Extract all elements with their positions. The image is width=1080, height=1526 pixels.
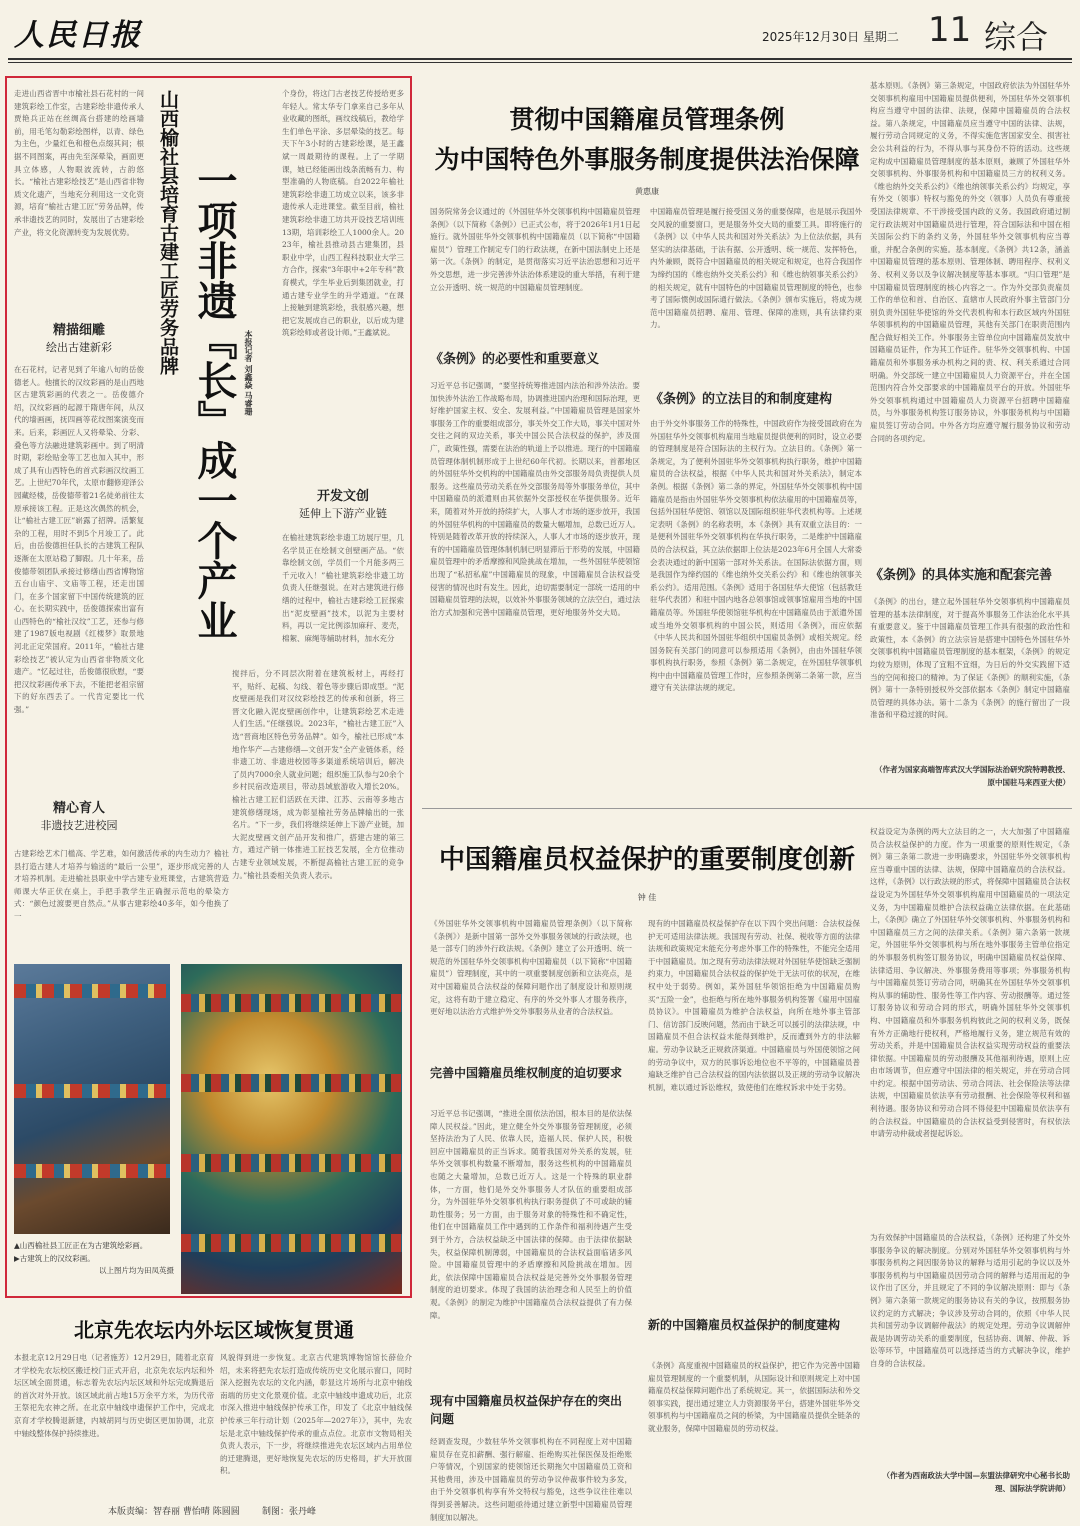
feature-subheading-2b: 非遗技艺进校园 bbox=[40, 819, 118, 832]
article3-headline: 北京先农坛内外坛区域恢复贯通 bbox=[74, 1318, 354, 1342]
article2-col2-b: 《条例》高度重视中国籍雇员的权益保护，把它作为完善中国籍雇员管理制度的一个重要机制，从国际设计和原则规定上对中国籍雇员权益保障问题作出了系统规定。其一，依据国际法和外交领事实践，提出通过建立人力资源服务平台，搭建外国驻华外交领事机构与中国籍雇员之间的桥梁，为中国籍雇员提供全链条的就业服务，保障中国籍雇员的劳动权益。 bbox=[648, 1361, 860, 1433]
feature-photo-artisan bbox=[14, 964, 170, 1234]
article2-col1-b: 习近平总书记强调，“推进全面依法治国，根本目的是依法保障人民权益。”因此，建立健全外交外事服务管理制度，必须坚持法治为了人民、依靠人民，造福人民、保护人民，积极回应中国籍雇员的正当诉求。随着我国对外关系的发展，驻华外交领事机构数量不断增加，服务这些机构的中国籍雇员也随之大量增加，总数已近万人。这是一个特殊的职业群体，一方面，他们是外交外事服务人才队伍的重要组成部分，为外国驻华外交领事机构执行职务提供了不可或缺的辅助性服务；另一方面，由于服务对象的特殊性和不确定性，他们在中国籍雇员工作中遇到的工作条件和福利待遇产生受到于外方，合法权益缺乏中国法律的保障。由于法律依据缺失，权益保障机制薄弱，中国籍雇员的合法权益面临诸多风险。中国籍雇员管理中的矛盾摩擦和风险挑战在增加。因此，依法保障中国籍雇员合法权益是完善外交外事服务管理制度的迫切要求。体现了我国的法治理念和人民至上的价值观。《条例》的制定为维护中国籍雇员合法权益提供了有力保障。 bbox=[430, 1109, 632, 1320]
article1-col1-a: 国务院常务会议通过的《外国驻华外交领事机构中国籍雇员管理条例》（以下简称《条例》）已正式公布，将于2026年1月1日起施行。就外国驻华外交领事机构中国籍雇员（以下简称“中国籍雇员”）管理工作制定专门的行政法规，在新中国法制史上还是第一次。《条例》的制定，是贯彻落实习近平法治思想和习近平外交思想，进一步完善涉外法治体系建设的重大举措，有利于建立公开透明、统一规范的中国籍雇员管理制度。 bbox=[430, 207, 640, 292]
article2-col2-a: 现有的中国籍雇员权益保护存在以下四个突出问题：合法权益保护无可适用法律法规。我国现有劳动、社保、税收等方面的法律法规和政策规定未能充分考虑外事工作的特殊性，不能完全适用于中国籍雇员。加之现有劳动法律法规对外国驻华使馆缺乏强制约束力，中国籍雇员合法权益的保护处于无法可依的状况，在维权中处于弱势。例如，某外国驻华领馆拒绝为中国籍雇员购买“五险一金”，也拒绝与所在地外事服务机构签署《雇用中国雇员协议》。中国籍雇员为维护合法权益，向所在地外事主管部门、信访部门反映问题，然而由于缺乏可以援引的法律法规，中国籍雇员不但合法权益未能得到维护，反而遭到外方的非法解雇。劳动争议缺乏正规救济渠道。中国籍雇员与外国使领馆之间的劳动争议中，双方的民事诉讼地位也不平等的，中国籍雇员普遍缺乏维护自己合法权益的国内法依据以及正规的劳动争议解决机制，难以通过诉讼维权，致使他们在维权诉求中处于劣势。 bbox=[648, 919, 860, 1092]
feature-reporters: 本报记者 刘鑫焱 马睿珊 bbox=[244, 330, 254, 416]
page-number: 11 bbox=[928, 10, 972, 50]
article3-body: 本报北京12月29日电（记者施芳）12月29日，随着北京育才学校先农坛校区搬迁校门正式开启，北京先农坛内坛和外坛区域全面贯通，标志着先农坛内坛区域和外坛完成腾退后的首次对外开放。该区域此前占地15万余平方米，为历代帝王祭祀先农神之所。在北京中轴线申遗保护工作中，完成北京育才学校腾退新建，内城胡同与历史街区更加协调，北京中轴线整体保护持续推进。 bbox=[14, 1353, 214, 1438]
feature-col-wide: 搅拌后，分不同层次附着在建筑板材上，再经打平，贴纤、起稿、勾线、着色等步骤后即成型。“泥皮壁画是我们对汉纹彩绘技艺的传承和创新，将三晋文化融入泥皮壁画创作中，让建筑彩绘艺术走进人们生活。”任继强说。2023年，“榆社古建工匠”入选“晋商地区特色劳务品牌”。如今，榆社已形成“本地作华产—古建修缮—文创开发”全产业链体系，经非遗工坊、非遗进校园等多渠道系统培训后，解决了员内7000余人就业问题；组织施工队参与20余个乡村民宿改造项目，带动县域旅游收入增长20%。榆社古建工匠们活跃在天津、江苏、云南等多地古建筑修缮现场，成为彰显榆社劳务品牌输出的一张名片。“下一步，我们将继续延伸上下游产业链，加大泥皮壁画文创产品开发和推广，搭建古建的第三方，通过产销一体推进工匠技艺发展，全方位推动古建专业领域发展，不断提高榆社古建工匠的竞争力。”榆社县委相关负责人表示。 bbox=[232, 669, 404, 880]
article2-col1-c: 经调查发现，少数驻华外交领事机构在不同程度上对中国籍雇员存在克扣薪酬、强行解雇、拒绝购买社保医保及拒绝账户等情况，个别国家的使领馆还长期拖欠中国籍雇员工资和其他费用，涉及中国籍雇员的劳动争议仲裁事件较为多发，由于外交领事机构享有外交特权与豁免，这些争议往往难以得到妥善解决。这些问题亟待通过建立新型中国籍雇员管理制度加以解决。 bbox=[430, 1437, 632, 1522]
footer-layout-credit: 制图：张丹峰 bbox=[262, 1507, 317, 1517]
feature-subheading-3: 开发文创 bbox=[316, 489, 369, 504]
footer-editors: 本版责编：智春丽 曹怡晴 陈圆圆 bbox=[108, 1507, 240, 1517]
article2-section3: 新的中国籍雇员权益保护的制度建构 bbox=[648, 1318, 841, 1332]
article1-headline-line2: 为中国特色外事服务制度提供法治保障 bbox=[434, 145, 860, 174]
article2-section1: 完善中国籍雇员维权制度的迫切要求 bbox=[430, 1066, 623, 1080]
feature-subheading-3b: 延伸上下游产业链 bbox=[299, 507, 387, 520]
article1-section3: 《条例》的具体实施和配套完善 bbox=[870, 568, 1053, 583]
article2-section2: 现有中国籍雇员权益保护存在的突出问题 bbox=[430, 1394, 623, 1426]
feature-kicker: 山西榆社县培育古建工匠劳务品牌 bbox=[157, 90, 179, 375]
photo-caption-1: ▲山西榆社县工匠正在为古建筑绘彩画。 bbox=[14, 1241, 148, 1250]
feature-sub3-block bbox=[282, 488, 404, 524]
feature-subheading-1: 精描细雕 bbox=[52, 323, 105, 338]
feature-col2-b: 在榆社建筑彩绘非遗工坊展厅里，几名学员正在绘制文创壁画产品。“依靠绘制文创，学员们一个月能多两三千元收入！”榆社建筑彩绘非遗工坊负责人任继强说。在对古建筑进行修缮的过程中，榆社古建彩绘工匠探索出“泥皮壁画”技术，以泥为主要材料，再以一定比例添加麻秆、麦壳，棉絮、麻绳等辅助材料，加水充分 bbox=[282, 533, 404, 643]
article1-author-note: （作者为国家高端智库武汉大学国际法治研究院特聘教授、原中国驻马来西亚大使） bbox=[875, 765, 1070, 787]
article-divider bbox=[422, 808, 1072, 809]
feature-captions bbox=[14, 1240, 174, 1292]
page-section-name: 综合 bbox=[984, 18, 1049, 56]
article3-body-2: 风貌得到进一步恢复。北京古代建筑博物馆馆长薛俭介绍，未来将把先农坛打造成传统历史文化展示窗口，同时深入挖掘先农坛的文化内涵，彰显这片场所与北京中轴线南端的历史文化景观价值。北京中轴线申遗成功后，北京市深入推进中轴线保护传承工作，印发了《北京中轴线保护传承三年行动计划（2025年—2027年）》，其中，先农坛是北京中轴线保护传承的重点点位。北京市文物局相关负责人表示，下一步，将继续推进先农坛区域内占用单位的迁建腾退，更好地恢复先农坛的历史格局，扩大开放面积。 bbox=[220, 1353, 412, 1476]
article2-headline: 中国籍雇员权益保护的重要制度创新 bbox=[438, 845, 855, 875]
feature-col2-a: 个身份，将这门古老技艺传授给更多年轻人。常太华专门拿来自己多年从业收藏的图纸，画纹线稿后，教给学生们单色平涂、多层晕染的技艺。每天下午3小时的古建彩绘课，是王鑫斌一周最期待的课程。上了一学期课，她已经能画出线条流畅有力、构型准确的人物底稿。自2022年榆社建筑彩绘非遗工坊成立以来，该多非遗传承人走进课堂。截至目前，榆社建筑彩绘非遗工坊共开设技艺培训班13期，培训彩绘工人1000余人。2023年，榆社县推动县古建集团，县职业中学，山西工程科技职业大学三方合作，探索“3年职中+2年专科”教育模式，学生毕业后到集团就业，打通古建专业学生的升学通道。“在课上接触到建筑彩绘，我很感兴趣，想把它发展成自己的职业，以后成为建筑彩绘师或者设计师。”王鑫斌说。 bbox=[282, 89, 404, 338]
article1-section2: 《条例》的立法目的和制度建构 bbox=[650, 392, 833, 407]
masthead-rule-thin bbox=[8, 62, 1072, 63]
article1-col2-b: 由于外交外事服务工作的特殊性，中国政府作为接受国政府在为外国驻华外交领事机构雇用当地雇员提供便利的同时，设立必要的管理制度是符合国际法的主权行为。立法目的。《条例》第一条规定，为了便利外国驻华外交领事机构执行职务，维护中国籍雇员的合法权益，根据《中华人民共和国对外关系法》，制定本条例。根据《条例》第二条的界定，外国驻华外交领事机构中国籍雇员是指由外国驻华外交领事机构依法雇用的中国籍雇员等，包括外国驻华使馆、领馆以及国际组织驻华代表机构等。上述规定表明《条例》的名称表明，本《条例》具有双重立法目的：一是便利外国驻华外交领事机构在华执行职务，二是维护中国籍雇员的合法权益，其立法依据即上位法是2023年6月全国人大常委会表决通过的新中国第一部对外关系法。在国际法依据方面，则是我国作为缔约国的《维也纳外交关系公约》和《维也纳领事关系公约》。适用范围。《条例》适用于各国驻华大使馆（包括教廷驻华代表团）和驻中国内地各总领事馆或领事馆雇用当地的中国籍雇员等。外国驻华使领馆驻华机构在中国籍雇员由于派遣外国或当地外交领事机构的中国公民，则适用《条例》，而应依据《中华人民共和国外国驻华组织中国雇员条例》或相关规定。经国务院有关部门的同意可以参照适用《条例》，由由外国驻华领事机构执行职务，参照《条例》第二条规定，在外国驻华领事机构中由中国籍雇员管理工作时，应参照条例第二条第一款，应当遵守有关法律法规的规定。 bbox=[650, 419, 862, 693]
photo-caption-2: ▶古建筑上的汉纹彩画。 bbox=[14, 1253, 95, 1263]
article1-author: 黄惠康 bbox=[635, 187, 659, 196]
article2-col1-a: 《外国驻华外交领事机构中国籍雇员管理条例》（以下简称《条例》）是新中国第一部外交外事服务领域的行政法规，也是一部专门的涉外行政法规。《条例》建立了公开透明、统一规范的外国驻华外交领事机构中国籍雇员（以下简称“中国籍雇员”）管理制度，其中的一项重要制度创新和立法亮点，是对中国籍雇员合法权益的保障问题作出了制度设计和原则规定，这将有助于建立稳定、有序的外交外事人才服务秩序，更好地以法治方式维护外交外事服务从业者的合法权益。 bbox=[430, 919, 632, 1017]
article2-col3-b: 为有效保护中国籍雇员的合法权益，《条例》还构建了外交外事服务争议的解决制度。分别对外国驻华外交领事机构与外事服务机构之间因服务协议的解释与适用引起的争议以及外事服务机构与中国籍雇员因劳动合同的解释与适用而起的争议作出了区分，并且规定了不同的争议解决原则：即与《条例》第六条第一款规定的服务协议有关的争议，按照服务协议约定的方式解决；争议涉及劳动合同的，依照《中华人民共和国劳动争议调解仲裁法》的规定处理。劳动争议调解仲裁是协调劳动关系的重要制度，包括协商、调解、仲裁、诉讼等环节，中国籍雇员可以选择适当的方式解决争议，维护自身的合法权益。 bbox=[870, 1233, 1070, 1368]
issue-date: 2025年12月30日 星期二 bbox=[762, 30, 899, 44]
feature-col1-b: 古建彩绘艺术门槛高、学艺难，如何激活传承的内生动力？榆社县打造古建人才培养与输送的“最后一公里”，逐步形成完善的人才培养机制。走进榆社县职业中学古建专业班课堂，古建筑营造师课大华正伏在桌上，手把手教学生正确握示范电的晕染方式：“颜色过渡要更自然点。”从事古建彩绘40多年，如今他换了一 bbox=[14, 849, 229, 921]
article2-author: 钟 佳 bbox=[637, 893, 657, 902]
article1-col3-b: 《条例》的出台，建立起外国驻华外交领事机构中国籍雇员管理的基本法律制度，对于提高外事服务工作法治化水平具有重要意义。鉴于中国籍雇员管理工作具有很强的政治性和政策性，本《条例》的立法宗旨是搭建中国特色外国驻华外交领事机构中国籍雇员管理制度的基本框架，《条例》的规定均较为原则，体现了宜粗不宜细，为日后的外交实践留下适当的空间和接口的精神。为了保证《条例》的顺利实施，《条例》第十一条特别授权外交部依据本《条例》制定中国籍雇员管理的具体办法。第十二条为《条例》的施行留出了一段准备和平稳过渡的时间。 bbox=[870, 597, 1070, 720]
feature-subheading-2: 精心育人 bbox=[52, 801, 105, 816]
photo-credit: 以上图片均为田凤英摄 bbox=[99, 1266, 174, 1275]
feature-sub2-block bbox=[14, 800, 144, 836]
feature-subheading-1b: 绘出古建新彩 bbox=[46, 341, 112, 354]
feature-sub1-block bbox=[14, 322, 144, 358]
article1-col2-a: 中国籍雇员管理是履行接受国义务的重要保障，也是展示我国外交风貌的重要窗口，更是服务外交大局的重要工具。即将施行的《条例》以《中华人民共和国对外关系法》为上位法依据，具有坚实的法律基础，于法有据、公开透明、统一规范、发挥特色，内外兼顾，既符合中国籍雇员的相关规定和规定，也符合我国作为缔约国的《维也纳外交关系公约》和《维也纳领事关系公约》的相关规定，就有中国特色的中国籍雇员管理制度的特色，也参考了国际惯例或国际通行做法。《条例》颁布实施后，将成为规范中国籍雇员招聘、雇用、管理、保障的准则，具有法律约束力。 bbox=[650, 207, 862, 330]
masthead bbox=[0, 0, 1080, 58]
feature-headline: 一项非遗『长』成一个产业 bbox=[191, 160, 238, 640]
masthead-rule bbox=[8, 58, 1072, 60]
article1-headline-line1: 贯彻中国籍雇员管理条例 bbox=[509, 105, 785, 134]
article1-col3-a: 基本原则。《条例》第三条规定，中国政府依法为外国驻华外交领事机构雇用中国籍雇员提供便利，外国驻华外交领事机构应当遵守中国的法律、法规，保障中国籍雇员的合法权益。第八条规定，中国籍雇员应当遵守中国的法律、法规，履行劳动合同规定的义务，不得实施危害国家安全、损害社会公共利益的行为，不得从事与其身份不符的活动。这些规定构成中国籍雇员管理制度的基本原则，兼顾了外国驻华外交领事机构、外事服务机构和中国籍雇员三方的权利义务。《维也纳外交关系公约》《维也纳领事关系公约》均规定，享有外交（领事）特权与豁免的外交（领事）人员负有尊重接受国法律规章、不干涉接受国内政的义务。我国政府通过制定行政法规对中国籍雇员进行管理，符合国际法和中国在相关国际公约下的条约义务，外国驻华外交领事机构应当尊重，并配合条例的实施。基本制度。《条例》共12条，涵盖中国籍雇员管理的基本原则、管理体制、聘用程序、权利义务、权利义务以及争议解决制度等基本事项。“归口管理”是中国籍雇员管理制度的核心内容之一。作为外交部负责雇员工作的单位和首、自治区、直辖市人民政府外事主管部门分别负责外国驻华使馆的外交代表机构和本行政区域内外国驻华领事机构的中国籍雇员管理，其他有关部门在职责范围内配合做好相关工作。外事服务主管单位向中国籍雇员发放中国籍雇员证件，作为其工作证件。驻华外交领事机构、中国籍雇员和外事服务承办机构之间的责、权、利关系通过合同明确。外交部统一建立中国籍雇员人力资源平台，并在全国范围内符合外交部要求的中国籍雇员平台的开放。外国驻华外交领事机构通过中国籍雇员人力资源平台招聘中国籍雇员，与外事服务机构签订服务协议，外事服务机构与中国籍雇员签订劳动合同。中外各方均应遵守履行服务协议和劳动合同的各项约定。 bbox=[870, 81, 1070, 443]
article1-section1: 《条例》的必要性和重要意义 bbox=[430, 352, 600, 367]
feature-photo-painted-beam bbox=[181, 964, 402, 1294]
article1-col1-b: 习近平总书记强调，“要坚持统筹推进国内法治和涉外法治。要加快涉外法治工作战略布局，协调推进国内治理和国际治理，更好维护国家主权、安全、发展利益。”中国籍雇员管理是国家外事服务工作的重要组成部分，事关外交工作大局，事关中国对外交往之间的双边关系，事关中国公民合法权益的保护，涉及面广，政策性强，需要在法治的轨道上予以推进。现行的中国籍雇员管理体制机制形成于上世纪60年代初。长期以来，首都地区的外国驻华外交机构的中国籍雇员由外交部服务局负责提供人员服务。这些雇员劳动关系在外交部服务局等外事服务单位，其中中国籍雇员的派遣则由其依据外交部授权在华提供服务。近年来，随着对外开放的持续扩大，人事人才市场的逐步放开，我国的外国驻华机构的中国籍雇员的数量大幅增加，总数已近万人。特别是随着改革开放的持续深入，人事人才市场的逐步放开，现有的中国籍雇员管理体制机制已明显滞后于形势的发展，中国籍雇员管理中的矛盾摩擦和风险挑战在增加，一些外国驻华使领馆出现了“私招私雇”中国籍雇员的现象，中国籍雇员合法权益受侵害的情况也时有发生。因此，迫切需要制定一部统一适用的中国籍雇员管理的法规，以效补外事服务领域的立法空白，通过法治方式加强和完善中国籍雇员管理，更好地服务外交大局。 bbox=[430, 381, 640, 617]
article2-col3-a: 权益设定为条例的两大立法目的之一，大大加强了中国籍雇员合法权益保护的力度。作为一项重要的原则性规定，《条例》第三条第二款进一步明确要求，外国驻华外交领事机构应当尊重中国的法律、法规，保障中国籍雇员的合法权益。这样，《条例》以行政法规的形式，将保障中国籍雇员合法权益设定为外国驻华外交领事机构雇用中国籍雇员的一项法定义务，为中国籍雇员维护合法权益确立法律依据。在此基础上，《条例》确立了外国驻华外交领事机构、外事服务机构和中国籍雇员三方之间的法律关系。《条例》第六条第一款规定，外国驻华外交领事机构与所在地外事服务主管单位指定的外事服务机构签订服务协议，明确中国籍雇员权益保障、法律适用、争议解决、外事服务费用等事项；外事服务机构与中国籍雇员签订劳动合同，明确其在外国驻华外交领事机构从事的辅助性、服务性等工作内容、劳动报酬等。通过签订服务协议和劳动合同的形式，明确外国驻华外交领事机构、中国籍雇员和外事服务机构彼此之间的权利义务，既保有外方正确地行使权利，严格地履行义务，建立规范有效的劳动关系，并是中国籍雇员合法权益实现劳动权益的重要法律依据。中国籍雇员的劳动报酬及其他福利待遇，原则上应由市场调节，但应遵守中国法律的相关规定，并在劳动合同中约定。根据中国劳动法、劳动合同法、社会保险法等法律法规，中国籍雇员依法享有劳动报酬、社会保险等权利和福利待遇。服务协议和劳动合同不得侵犯中国籍雇员依法享有的合法权益。中国籍雇员的合法权益受到侵害时，有权依法申请劳动仲裁或者提起诉讼。 bbox=[870, 827, 1070, 1139]
feature-intro: 走进山西省晋中市榆社县石花村的一间建筑彩绘工作室，古建彩绘非遗传承人贾艳兵正站在丝绸高台搭建的绘画墙前，用毛笔勾勒彩绘图样，以青、绿色为主色，少量红色和橙色点缀其间；根据不同图案，再由先至深晕染，画面更具立体感，人物眼波流转，古韵悠长。“榆社古建彩绘技艺”是山西省非物质文化遗产，当地充分利用这一文化资源，培育“榆社古建工匠”劳务品牌，传承非遗技艺的同时，发展出了古建彩绘产业，将文化资源转变为发展优势。 bbox=[14, 89, 144, 237]
article1-headline bbox=[422, 100, 872, 180]
feature-col1-a: 在石花村，记者见到了年逾八旬的岳俊德老人。他擅长的汉纹彩画的是山西地区古建筑彩画的代表之一。岳俊德介绍，汉纹彩画的起源于隋唐年间，从汉代的墙画画，抚四画等花纹图案演变而来。后来，彩画匠人又将晕染、分彩、叠色等方法融进建筑彩画中。到了明清时期，彩绘贴金等工艺也加入其中，形成了具有山西特色的首式彩画汉纹画工艺。上世纪70年代，太原市翻修迎泽公园藏经楼，岳俊德带着21名徒弟前往太原承接该工程。正是这次偶然的机会，让“榆社古建工匠”崭露了招牌。活繁复杂的工程，用时不到5个月竣工了。此后，由岳俊德担任队长的古建筑工程队逐渐在太原站稳了脚跟。几十年来，岳俊德带领团队承接过修缮山西省博物馆五台山庙宇、文庙等工程，还走出国门，在多个国家留下中国传统建筑的匠心。在长期实践中，岳俊德探索出富有山西特色的“榆社汉纹”工艺，还参与修建了1987版电视剧《红楼梦》取景地河北正定荣国府。2011年，“榆社古建彩绘技艺”被认定为山西省非物质文化遗产。“忆起过往，岳俊德很欣慰，“要把汉纹彩画传承下去，不能把老祖宗留下的好东西丢了。一代肯定要比一代强。” bbox=[14, 365, 144, 715]
newspaper-logo: 人民日报 bbox=[14, 18, 142, 53]
article2-author-note: （作者为西南政法大学中国—东盟法律研究中心秘书长助理、国际法学院讲师） bbox=[882, 1471, 1070, 1493]
